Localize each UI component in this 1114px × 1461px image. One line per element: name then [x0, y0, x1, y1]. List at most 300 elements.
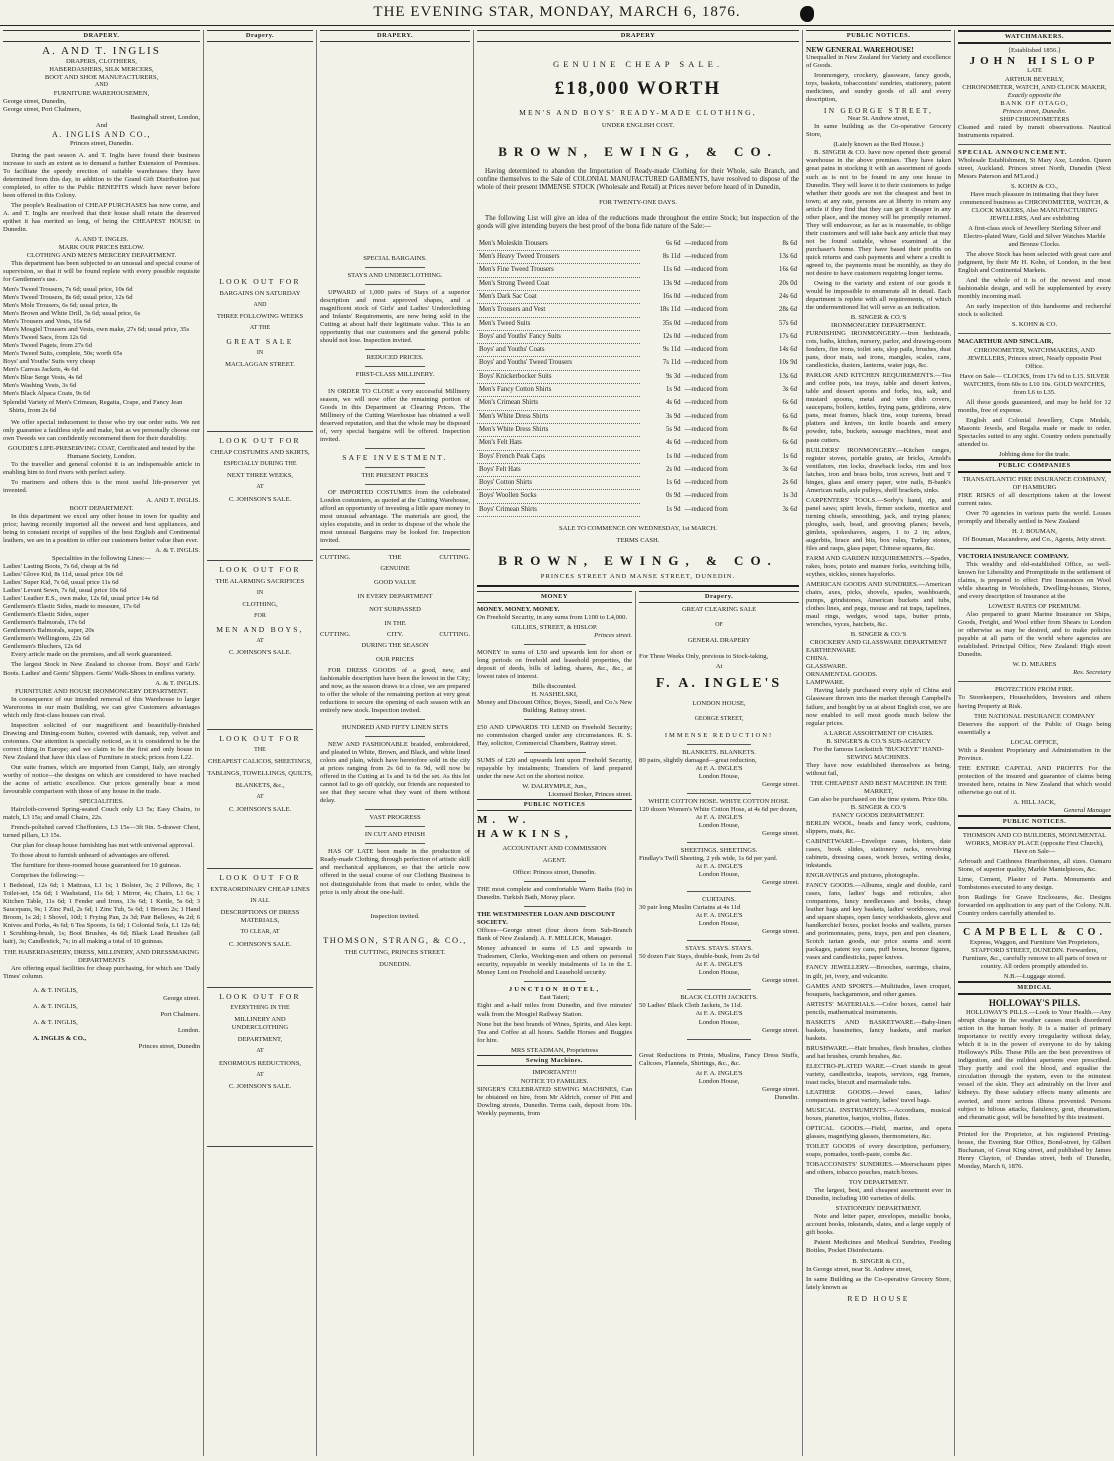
signature-line: London.	[177, 1026, 200, 1034]
paragraph: Also prepared to grant Marine Insurance on Ships, Goods, Freight, and Wool either from Shears to London or otherwise as may be desired, and to make policies payable at all parts of the world where agencies are established. Principal Office, New Zealand: High street Dunedin.	[958, 611, 1111, 659]
table-row	[477, 290, 799, 303]
reduced-label-cell: —reduced from	[684, 240, 728, 247]
now-price-cell: 35s 0d	[662, 319, 681, 327]
firm-address: PRINCES STREET AND MANSE STREET, DUNEDIN.	[540, 572, 736, 580]
notice-line: SHIP CHRONOMETERS	[999, 115, 1070, 123]
item-cell: Men's Tweed Suits	[477, 317, 640, 330]
reduced-label-cell: —reduced from	[684, 253, 728, 261]
section-title: VAST PROGRESS	[369, 814, 421, 822]
signature: A. AND T. INGLIS.	[146, 496, 200, 504]
paragraph: To the traveller and general colonist it is an indispensable article in enabling him to ford rivers with perfect safety.	[3, 460, 200, 476]
column-ingle	[636, 591, 799, 1120]
section-title: A LARGE ASSORTMENT OF CHAIRS.	[823, 729, 934, 737]
advert-heading: LOOK OUT FOR	[219, 733, 301, 743]
notice-title: THE NATIONAL INSURANCE COMPANY	[974, 712, 1095, 720]
column-header: MONEY	[477, 591, 632, 603]
notice-line: (Lately known as the Red House.)	[833, 141, 924, 149]
paragraph: 1 Bedstead, 12s 6d; 1 Mattrass, L1 1s; 1 Bolster, 3s; 2 Pillows, 8s; 1 Toilet-set, 15s 6d; 1 Washstand, 11s 6d; 1 Mirror, 4s; Chairs, L1 6s; 1 Kitchen Table, 11s 6d; 1 Fender and Irons, 13s 6d; 1 Kettle, 5s 6d; 3 Saucepans, 9s; 1 Zinc Pail, 2s 6d; 1 Zinc Tub, 5s 6d; 1 Broom 2s; 1 Hand Broom, 1s 2d; 1 Shovel, 10d; 1 Frying Pan, 2s 3d; Pair Bellows, 4s 2d; 6 Knives and Forks, 4s 6d; 6 Tea Spoons, 1s 6d; 1 Colonial Sofa, L1 12s 6d; 1 Scrubbing-brush, 1s; Boot Brushes, 4s 6d; Black Lead Brushes (all hair), 3s; Candlestick, 7s; in all making a total of 10 guineas.	[3, 882, 200, 946]
paragraph: ARTISTS' MATERIALS.—Color boxes, camel hair pencils, mathematical instruments.	[806, 1000, 951, 1016]
notice-line: LOWEST RATES OF PREMIUM.	[988, 603, 1081, 611]
genuine-line: GOOD VALUE	[373, 578, 417, 586]
genuine-block	[320, 562, 470, 631]
signature: S. KOHN & CO.	[1011, 321, 1058, 329]
notice-title: MACARTHUR AND SINCLAIR,	[958, 338, 1054, 346]
ingle-item-title: CURTAINS.	[702, 896, 736, 904]
ingle-at-line: London House,	[698, 772, 740, 780]
reduced-label-cell: —reduced from	[684, 452, 728, 460]
price-list	[3, 563, 200, 651]
notice-line: LONDON HOUSE,	[692, 700, 746, 708]
notice-line: AGENT.	[542, 857, 567, 865]
ingle-item-desc: 30 pair long Muslin Curtains at 4s 11d	[639, 904, 741, 912]
now-price-cell: 1s 6d	[666, 479, 681, 487]
paragraph: To Storekeepers, Householders, Investors and others having Property at Risk.	[958, 694, 1111, 710]
city-row	[320, 631, 470, 639]
advert-line: C. JOHNSON'S SALE.	[228, 805, 292, 813]
reduced-label-cell: —reduced from	[684, 505, 728, 513]
paragraph: Express, Waggon, and Furniture Van Proprietors, STAFFORD STREET, DUNEDIN. Forwarders, Furniture, &c., carefully remove to all parts of town or country. All orders promptly attended to.	[962, 939, 1107, 971]
section-title: CLOTHING AND MEN'S MERCERY DEPARTMENT.	[26, 251, 177, 259]
table-row	[477, 384, 799, 397]
notice-line: CHRONOMETER, WATCH, AND CLOCK MAKER,	[962, 83, 1107, 91]
advert-line: THE ALARMING SACRIFICES	[215, 578, 305, 586]
firm-trades	[3, 58, 200, 97]
ingle-item-title: WHITE COTTON HOSE. WHITE COTTON HOSE.	[648, 797, 790, 805]
reduced-label-cell: —reduced from	[684, 439, 728, 447]
paragraph: The furniture for three-roomed house guaranteed for 10 guineas.	[11, 862, 182, 870]
paragraph: SUMS of £20 and upwards lent upon Freehold Security, repayable by instalments; Transfers of land prepared under the new Act on the shortest notice.	[477, 757, 633, 781]
notice-line: Bills discounted.	[532, 683, 577, 690]
ingle-at-line: At F. A. INGLE'S	[695, 863, 743, 871]
advert-line: EVERYTHING IN THE	[230, 1005, 290, 1012]
signature-line: A. & T. INGLIS,	[33, 986, 78, 994]
advert-heading: LOOK OUT FOR	[219, 564, 301, 574]
reduced-label-cell: —reduced from	[684, 266, 728, 274]
notice-line: BANK OF OTAGO,	[1000, 99, 1069, 107]
list-item: Men's Tweed Trousers, 8s 6d; usual price, 12s 6d	[3, 294, 133, 302]
signature: B. SINGER & CO.'S	[850, 631, 907, 639]
notice-line: East Taieri;	[539, 994, 570, 1002]
ingle-at-line: London House,	[698, 871, 740, 879]
notice-line: Jobbing done for the trade.	[999, 450, 1070, 458]
now-price-cell: 9s 11d	[662, 346, 681, 354]
paragraph: Iron Railings for Grave Enclosures, &c. Designs forwarded on application to any part of the Colony. N.B. Country orders carefully attended to.	[958, 893, 1111, 917]
was-price-cell: 8s 6d	[782, 240, 797, 247]
signature: S. KOHN & CO.,	[1011, 182, 1058, 190]
item-cell: Men's Crimean Shirts	[477, 397, 640, 410]
advert-line: BARGAINS ON SATURDAY	[219, 290, 301, 298]
list-item: Ladies' Levant Sewn, 7s 6d, usual price 10s 6d	[3, 587, 127, 595]
paragraph: OPTICAL GOODS.—Field, marine, and opera glasses, magnifying glasses, thermometers, &c.	[806, 1125, 951, 1141]
column-header: DRAPERY.	[3, 30, 200, 42]
advert-line: MILLINERY AND UNDERCLOTHING	[231, 1016, 289, 1032]
reduced-label-cell: —reduced from	[684, 346, 728, 354]
notice-line: H. NASHELSKI,	[531, 691, 578, 699]
paragraph: Arbroath and Caithness Hearthstones, all sizes. Oamaru Stone, of superior quality, Marble Mantelpieces, &c.	[958, 857, 1111, 873]
footer-signatures	[3, 987, 200, 1051]
now-price-cell: 4s 6d	[666, 439, 681, 447]
ingle-item-block	[639, 896, 799, 941]
paragraph: PARLOR AND KITCHEN REQUIREMENTS.—Tea and coffee pots, tea trays, table and desert knives, table and dessert spoons and forks, tea, salt, and mustard spoons, metal and wire dish covers, saucepans, boilers, kettles, frying pans, gridirons, stew pans, meat frames, black tins, soup tureens, bread platters and knives, tin knife boards and emery powder, tubs, buckets, sausage machines, meat and paste cutters.	[806, 372, 951, 444]
list-item: Ladies' Super Kid, 7s 6d, usual price 11s 6d	[3, 579, 119, 587]
paragraph: None but the best brands of Wines, Spirits, and Ales kept. Tea and Coffee at all hours. Saddle Horses and Buggies for hire.	[477, 1020, 633, 1044]
reduced-label-cell: —reduced from	[684, 412, 728, 420]
signature-line: A. & T. INGLIS,	[33, 1018, 78, 1026]
notice-line: ACCOUNTANT AND COMMISSION	[502, 845, 607, 852]
paragraph: NEW AND FASHIONABLE braided, embroidered, and pleated in White, Brown, and Black, and white lined colors and plain, which have heretofore sold in the city at prices ranging from 2s 6d to 6s 9d, will now be offered in the Cutting at 1s and 1s 6d the set. As this lot cannot fail to go off quickly, our friends are requested to see that they secure what they want of them without delay.	[320, 741, 470, 805]
notice-line: IN GEORGE STREET,	[823, 106, 934, 116]
now-price-cell: 12s 0d	[662, 332, 681, 340]
advert-line: GREAT SALE	[226, 336, 294, 346]
column-thomson-strang	[317, 30, 473, 1456]
table-row	[477, 410, 799, 423]
section-title: Specialities in the following Lines:—	[52, 555, 151, 563]
advert-block	[207, 565, 313, 730]
now-price-cell: 1s 0d	[666, 452, 681, 460]
list-item: Men's Washing Vests, 3s 6d	[3, 382, 77, 390]
reduced-label-cell: —reduced from	[684, 399, 728, 407]
now-price-cell: 2s 0d	[666, 465, 681, 473]
notice-line: Princes street, Dunedin.	[1002, 107, 1067, 115]
now-price-cell: 6s 6d	[666, 240, 681, 247]
paragraph: THE most complete and comfortable Warm Baths (6s) in Dunedin. Turkish Bath, Moray place.	[477, 886, 633, 902]
signature-line: A. INGLIS & CO.,	[33, 1034, 87, 1042]
notice-line: [Established 1856.]	[1008, 46, 1061, 54]
paragraph: BRUSHWARE.—Hair brushes, flesh brushes, clothes and hat brushes, crumb brushes, &c.	[806, 1044, 951, 1060]
was-price-cell: 16s 6d	[779, 266, 797, 274]
was-price-cell: 17s 6d	[779, 332, 797, 340]
signature-line: A. & T. INGLIS,	[33, 1002, 78, 1010]
was-price-cell: 57s 6d	[779, 319, 797, 327]
price-table	[477, 238, 799, 517]
now-price-cell: 1s 9d	[666, 505, 681, 513]
paragraph: And the whole of it is of the newest and most fashionable design, and will be supplemented by every monthly incoming mail.	[958, 277, 1111, 301]
notice-line: N.B.—Luggage stored.	[1003, 973, 1066, 981]
list-item: Men's Mole Trousers, 6s 6d; usual price, 8s	[3, 302, 118, 310]
notice-line: Dunedin.	[774, 1093, 799, 1101]
paragraph: CHRONOMETER, WATCHMAKERS, AND JEWELLERS, Princes street, Nearly opposite Post Office.	[967, 346, 1102, 370]
paragraph: HOLLOWAY'S PILLS.—Look to Your Health.—Any abrupt change in the weather causes much disordered action in the human body. It is a matter of primary importance to rectify every irregularity without delay, which it is in the power of everyone to do by taking Holloway's Pills. These Pills are the best preventives of indigestion, and the mildest aperients ever prescribed. They purify and cool the blood, and equalise the circulation through the system, even to the minutest vessel of the skin. They act admirably on the liver and kidneys. By these salutary effects many ailments are averted, and more serious illness prevented. Persons subject to bilious attacks, flatulency, gout, rheumatism, and rheumatic gout, will be benefited by this treatment.	[958, 1009, 1111, 1121]
list-item: Gentlemen's Balmorals, 17s 6d	[3, 619, 86, 627]
notice-title: IMMENSE REDUCTION!	[664, 731, 774, 739]
item-cell: Boys' and Youths' Tweed Trousers	[477, 357, 640, 370]
paragraph: THE ENTIRE CAPITAL AND PROFITS For the protection of the insured and guarantee of claims being invested here, retains in New Zealand that which would otherwise go out of it.	[958, 764, 1111, 796]
list-item: Men's Brown and White Drill, 3s 6d; usual price, 6s	[3, 310, 141, 318]
sale-line: MEN'S AND BOYS' READY-MADE CLOTHING,	[519, 108, 757, 118]
advert-line: AT	[256, 484, 264, 491]
signature-line: Princes street, Dunedin	[138, 1042, 200, 1050]
paragraph: In same Building as the Co-operative Grocery Store, lately known as	[806, 1275, 951, 1291]
imprint: Printed for the Proprietor, at his registered Printing-house, the Evening Star Office, Bond-street, by Gilbert Buchanan, of Great King street, and published by James Henry Clayton, of Dundas street, both of Dunedin, Monday, March 6, 1876.	[958, 1130, 1111, 1170]
paragraph: Lime, Cement, Plaster of Paris. Monuments and Tombstones executed to any design.	[958, 875, 1111, 891]
column-header: PUBLIC COMPANIES	[958, 459, 1111, 473]
advert-line: AT	[256, 1048, 264, 1055]
advert-line: MACLAGGAN STREET.	[225, 361, 295, 369]
paragraph: Comprises the following:—	[11, 872, 85, 880]
reduced-label-cell: —reduced from	[684, 479, 728, 487]
signature: H. J. BOUMAN,	[1012, 527, 1057, 535]
now-price-cell: 7s 11d	[662, 359, 681, 367]
reduced-label-cell: —reduced from	[684, 386, 728, 394]
ingle-at-line: At F. A. INGLE'S	[695, 764, 743, 772]
paragraph: GAMES AND SPORTS.—Multitudes, lawn croquet, bouquets, backgammon, and other games.	[806, 982, 951, 998]
notice-title: TRANSATLANTIC FIRE INSURANCE COMPANY, OF HAMBURG	[962, 475, 1107, 491]
cutting-label: CITY.	[386, 631, 404, 639]
ingle-item-title: BLANKETS. BLANKETS.	[682, 748, 756, 756]
paragraph: Eight and a-half miles from Dunedin, and five minutes' walk from the Mosgiel Railway Station.	[477, 1002, 633, 1018]
ingle-at-line: London House,	[698, 969, 740, 977]
paragraph: IN ORDER TO CLOSE a very successful Millinery season, we will now offer the remaining portion of Goods in this Department at Clearing Prices. The Millinery of the Cutting Warehouse has obtained a well deserved reputation, and that the whole may be disposed of, very special bargains will be offered. Inspection invited.	[320, 388, 470, 444]
column-watchmakers	[955, 30, 1114, 1456]
paragraph: This wealthy and old-established Office, so well-known for Liberality and Promptitude in the settlement of claims, is prepared to effect Fire Insurances on Wool while shearing in Woolsheds, Dwelling-houses, Stores, and every description of Insurance at the	[958, 561, 1111, 601]
ingle-item-block	[639, 749, 799, 794]
item-cell: Boys' Cotton Shirts	[477, 477, 640, 490]
table-row	[477, 437, 799, 450]
item-cell: Men's Dark Sac Coat	[477, 290, 640, 303]
paragraph: MUSICAL INSTRUMENTS.—Accordians, musical boxes, pianettos, banjos, violins, flutes.	[806, 1106, 951, 1122]
ingle-blocks	[639, 749, 799, 1040]
now-price-cell: 0s 9d	[666, 492, 681, 500]
ingle-at-line: George street.	[762, 928, 799, 936]
signature: GILLIES, STREET, & HISLOP.	[511, 623, 598, 631]
signature: A. AND T. INGLIS.	[74, 235, 129, 243]
signature: Res. Secretary	[1073, 669, 1111, 677]
was-price-cell: 10s 9d	[779, 359, 797, 367]
paragraph: Money advanced in sums of L5 and upwards to Tradesmen, Clerks, Working-men and others on personal security, repayable in weekly instalments of 1s in the £. Money Lent on Freehold and Leasehold security.	[477, 945, 633, 977]
table-row	[477, 503, 799, 516]
advert-line: IN ALL	[250, 898, 270, 905]
advert-line: BLANKETS, &c.,	[235, 782, 285, 790]
paragraph: Owing to the variety and extent of our goods it would be impossible to enumerate all in detail. Each department is replete with all requirements, of which the undermentioned list will serve as an indication.	[806, 279, 951, 311]
ingle-at-line: At F. A. INGLE'S	[695, 813, 743, 821]
paragraph: English and Colonial Jewellery, Cups Medals, Masonic Jewels, and Regalia made or made to order. Spectacles suited to any sight. Country orders punctually attended to.	[958, 416, 1111, 448]
notice-title: SPECIAL ANNOUNCEMENT.	[958, 148, 1068, 156]
paragraph: Having lately purchased every style of China and Glassware thrown into the market through Campbell's failure, and bought by us at about English cost, we are now enabled to sell most goods much below the regular prices.	[806, 687, 951, 727]
advert-line: TABLINGS, TOWELLINGS, QUILTS,	[207, 770, 313, 778]
paragraph: Wholesale Establishment, St Mary Axe, London. Queen street, Auckland. Princes street North, Dunedin (Next Messrs Paterson and M'Leod.)	[958, 156, 1111, 180]
cutting-label: CUTTING.	[320, 553, 351, 561]
ingle-at-line: London House,	[698, 1018, 740, 1026]
paragraph: LEATHER GOODS.—Jewel cases, ladies' companions in great variety, ladies' travel bags.	[806, 1088, 951, 1104]
lower-split	[477, 591, 799, 1120]
advert-heading: LOOK OUT FOR	[219, 276, 301, 286]
table-row	[477, 304, 799, 317]
section-title: STATIONERY DEPARTMENT.	[835, 1205, 922, 1213]
season-line: OUR PRICES	[376, 656, 414, 663]
was-price-cell: 3s 6d	[782, 465, 797, 473]
was-price-cell: 28s 6d	[779, 306, 797, 314]
item-cell: Boys' Woollen Socks	[477, 490, 640, 503]
paragraph: Great Reductions in Prints, Muslins, Fancy Dress Stuffs, Calicoes, Flannels, Shirtings, &c., &c.	[639, 1051, 799, 1067]
firm-name: F. A. INGLE'S	[655, 676, 783, 692]
notice-line: LOCAL OFFICE,	[1010, 738, 1059, 746]
notice-title: PROTECTION FROM FIRE.	[995, 686, 1074, 694]
paragraph: A first-class stock of Jewellery Sterling Silver and Electro-plated Ware, Gold and Silver Watches Marble and Bronze Clocks.	[963, 225, 1106, 249]
paragraph: BUILDERS' IRONMONGERY.—Kitchen ranges, register stoves, portable grates, air bricks, Arnold's ventilators, rim locks, drawback locks, rim and box latches, iron and brass bolts, iron screws, butt and T hinges, glass and emery paper, wire nails, B-bank's American nails, axle pulleys, shelf brackets, sinks.	[806, 446, 951, 494]
column-header: PUBLIC NOTICES	[477, 799, 632, 811]
paragraph: BASKETS AND BASKETWARE.—Baby-linen baskets, bassinettes, fancy baskets, and market baskets.	[806, 1018, 951, 1042]
ingle-item-title: SHEETINGS. SHEETINGS.	[680, 846, 758, 854]
column-header: MEDICAL	[958, 981, 1111, 995]
advert-block	[207, 734, 313, 869]
notice-line: George street.	[762, 1085, 799, 1093]
signature: B. SINGER & CO.'S	[850, 803, 907, 811]
paragraph: FANCY JEWELLERY.—Brooches, earrings, chains, in gilt, jet, ivory, and vulcanite.	[806, 964, 951, 980]
notice-title: NEW GENERAL WAREHOUSE!	[806, 44, 914, 54]
ingle-at-line: At F. A. INGLE'S	[695, 1010, 743, 1018]
advert-block	[207, 277, 313, 432]
advert-heading: LOOK OUT FOR	[219, 435, 301, 445]
notice-line: IMPORTANT!!!	[532, 1069, 577, 1077]
list-item: Ladies' Lasting Boots, 7s 6d, cheap at 9s 6d	[3, 563, 119, 571]
now-price-cell: 9s 3d	[666, 372, 681, 380]
paragraph: The above Stock has been selected with great care and judgment, by their Mr H. Kohn, of London, in the best English and Continental Markets.	[958, 251, 1111, 275]
paragraph: £50 AND UPWARDS TO LEND on Freehold Security; no commission charged under any circumstances. R. S. Hay, solicitor, Commercial Chambers, Rattray street.	[477, 724, 633, 748]
was-price-cell: 3s 6d	[782, 505, 797, 513]
reduced-label-cell: —reduced from	[684, 319, 728, 327]
notice-line: THE CHEAPEST AND BEST MACHINE IN THE MARKET,	[810, 779, 947, 795]
signature: W. DALRYMPLE, Jun.,	[522, 783, 587, 791]
signature: A. & T. INGLIS.	[155, 679, 200, 687]
was-price-cell: 3s 6d	[782, 386, 797, 394]
paragraph: Our suite frames, which are imported from Campi, Italy, are strongly worthy of notice—the designs on which are considered to have reached the acme of artistic excellence. Our prices generally bear a most favourable comparison with those of any house in the trade.	[3, 763, 200, 795]
now-price-cell: 3s 9d	[666, 412, 681, 420]
column-header: DRAPERY.	[320, 30, 470, 42]
paragraph: Every article made on the premises, and all work guaranteed.	[11, 651, 173, 659]
section-title: MARK OUR PRICES BELOW.	[58, 243, 145, 251]
list-item: Men's Black Alpaca Coats, 9s 6d	[3, 390, 90, 398]
advert-line: CLOTHING,	[242, 601, 278, 609]
paragraph: THOMSON AND CO BUILDERS, MONUMENTAL WORKS, MORAY PLACE (opposite First Church), Have on Sale—	[962, 831, 1107, 855]
notice-line: NOTICE TO FAMILIES.	[520, 1077, 589, 1085]
paragraph: We offer special inducement to those who try our order suits. We not only guarantee a faultless style and make, but as we personally choose our own Tweeds we can confidently recommend them for their durability.	[3, 418, 200, 442]
signature: W. D. MEARES	[1012, 661, 1057, 669]
paragraph: TOILET GOODS of every description, perfumery, soaps, pomades, tooth-paste, combs &c.	[806, 1143, 951, 1159]
ingle-item-title: STAYS. STAYS. STAYS.	[685, 945, 753, 953]
list: EARTHENWARE. CHINA. GLASSWARE. ORNAMENTAL GOODS. LAMPWARE.	[806, 647, 878, 687]
advert-line: CHEAP COSTUMES AND SKIRTS,	[210, 449, 310, 457]
list-item: Gentlemen's Elastic Sides, made to measure, 17s 6d	[3, 603, 140, 611]
firm-name: THOMSON, STRANG, & CO.,	[323, 934, 467, 945]
advert-line: AT	[256, 794, 264, 801]
paragraph: B. SINGER & CO. have now opened their general warehouse in the above premises. They have taken great pains in stocking it with an assortment of goods such as is not to be found in any one house in Dunedin. They will leave it to their customers to judge whether their goods are not the cheapest and best in town; at any rate, persons are at liberty to return any article if they find that they can get it cheaper in any other place, and the money will be promptly returned. They will endeavour, as far as is reasonable, to oblige their customers and will take back any article that may not be found suitable, whose examined at the purchaser's home. They have based their profits on quick returns and cash payments and where a credit is agreed to, the payments must be monthly, as they do not desire to have customers requiring longer terms.	[806, 149, 951, 277]
item-cell: Boys' Felt Hats	[477, 463, 640, 476]
signature-line: George street.	[163, 994, 200, 1002]
advert-line: C. JOHNSON'S SALE.	[228, 1083, 292, 1091]
table-row	[477, 251, 799, 264]
address-line: George street, Port Chalmers,	[3, 105, 82, 113]
advert-block	[207, 436, 313, 561]
table-row	[477, 463, 799, 476]
signature: B. SINGER'S & CO.'S SUB-AGENCY	[826, 737, 931, 745]
genuine-line: NOT SURPASSED	[369, 606, 421, 614]
paragraph: The people's Realisation of CHEAP PURCHASES has now come, and A. and T. Inglis are resolved that their house shall retain the deserved epithet it has merited so long, of being the CHEAPEST HOUSE in Dunedin.	[3, 201, 200, 233]
advert-block	[207, 873, 313, 988]
advert-line: IN	[256, 350, 264, 356]
list-item: Men's Trousers and Vests, 16s 6d	[3, 318, 91, 326]
advert-line: EXTRAORDINARY CHEAP LINES	[210, 886, 310, 894]
column-header: Sewing Machines.	[477, 1055, 632, 1067]
paragraph: BERLIN WOOL, beads and fancy work, cushions, slippers, mats, &c.	[806, 819, 951, 835]
paragraph: The following List will give an idea of the reductions made throughout the entire Stock; but inspection of the goods will give intending buyers the best proof of the bona fide nature of the Sale:—	[477, 214, 799, 231]
was-price-cell: 13s 6d	[779, 253, 797, 261]
item-cell: Men's White Dress Shirts	[477, 423, 640, 436]
paragraph: The largest, best, and cheapest assortment ever in Dunedin, including 100 varieties of dolls.	[806, 1187, 951, 1203]
advert-line: C. JOHNSON'S SALE.	[228, 495, 292, 503]
advert-heading: LOOK OUT FOR	[219, 872, 301, 882]
item-cell: Men's Fine Tweed Trousers	[477, 264, 640, 277]
advert-line: THREE FOLLOWING WEEKS	[216, 313, 304, 321]
section-title: TOY DEPARTMENT.	[848, 1179, 909, 1187]
ingle-item-block	[639, 847, 799, 892]
advert-line: FOR	[254, 613, 266, 620]
section-title: GOUDIE'S LIFE-PRESERVING COAT, Certificated and tested by the Humane Society, London.	[8, 444, 195, 460]
advert-line: ESPECIALLY DURING THE	[223, 461, 297, 468]
paragraph: ENGRAVINGS and pictures, photographs.	[806, 872, 920, 880]
paragraph: Note and letter paper, envelopes, metallic books, account books, inkstands, slates, and a large supply of gift books.	[806, 1213, 951, 1237]
paragraph: FURNISHING IRONMONGERY.—Iron bedsteads, cots, baths, kitchen, nursery, parlor, and drawing-room fenders, fire irons, toilet sets, slop pails, brushes, dust pans, door mats, sad irons, mangles, scales, cans, candlesticks, dusters, lanterns, water jugs, &c.	[806, 330, 951, 370]
advert-line: NEXT THREE WEEKS,	[226, 472, 294, 480]
list-item: Splendid Variety of Men's Crimean, Regatta, Crape, and Fancy Jean Shirts, from 2s 6d	[3, 398, 183, 414]
reduced-label-cell: —reduced from	[684, 292, 728, 300]
paragraph: Haircloth-covered Spring-seated Couch only L3 5s; Easy Chairs, to match, L3 15s; and small Chairs, 22s.	[3, 806, 200, 822]
ingle-at-line: At F. A. INGLE'S	[695, 912, 743, 920]
table-row	[477, 238, 799, 251]
ingle-item-block	[639, 945, 799, 990]
paragraph: FOR DRESS GOODS of a good, new, and fashionable description have been the lowest in the City; and now, as the season draws to a close, we are prepared to offer the whole of the remaining portion at very great reductions to secure the opening of each season with an entirely new stock. Inspection invited.	[320, 666, 470, 714]
season-line: DURING THE SEASON	[361, 642, 429, 650]
section-title: Inspection invited.	[370, 912, 420, 920]
ingle-item-title: BLACK CLOTH JACKETS.	[680, 994, 758, 1002]
paragraph: Having determined to abandon the Importation of Ready-made Clothing for their Whole, sale Branch, and confine themselves to the Sale of COLONIAL MANUFACTURED GARMENTS, have resolved to dispose of the whole of their present IMMENSE STOCK (Wholesale and Retail) at Prices never before heard of in Dunedin,	[477, 167, 799, 192]
signature: A. & T. INGLIS.	[155, 547, 200, 555]
notice-line: London House,	[698, 1077, 740, 1085]
signature: B. SINGER & CO.'S	[850, 314, 907, 322]
advert-line: ENORMOUS REDUCTIONS,	[218, 1059, 302, 1067]
firm-name: M. W. HAWKINS,	[477, 814, 573, 840]
table-row	[477, 370, 799, 383]
signature: MRS STEADMAN, Proprietress	[511, 1046, 599, 1054]
signature-line: Port Chalmers.	[160, 1010, 200, 1018]
table-row	[477, 477, 799, 490]
was-price-cell: 20s 0d	[779, 279, 797, 287]
section-title: FANCY GOODS DEPARTMENT.	[832, 811, 925, 819]
list-item: Men's Canvas Jackets, 4s 6d	[3, 366, 78, 374]
reduced-label-cell: —reduced from	[684, 372, 728, 380]
firm-name: JOHN HISLOP	[969, 54, 1100, 67]
notice-title: MONEY. MONEY. MONEY.	[477, 605, 560, 613]
notice-line: OF	[715, 621, 723, 628]
paragraph: In same building as the Co-operative Grocery Store,	[806, 123, 951, 139]
was-price-cell: 8s 6d	[782, 425, 797, 433]
notice-title: VICTORIA INSURANCE COMPANY.	[958, 552, 1069, 560]
notice-line: RED HOUSE	[847, 1293, 910, 1303]
address-line: Basinghall street, London,	[130, 113, 200, 121]
advert-line: TO CLEAR, AT	[240, 929, 280, 936]
sale-line: TERMS CASH.	[616, 537, 660, 545]
paragraph: Have on Sale— CLOCKS, from 17s 6d to L15. SILVER WATCHES, from 60s to L10 10s. GOLD WATCHES, from L6 to L35.	[959, 372, 1110, 396]
was-price-cell: 6s 6d	[782, 399, 797, 407]
section-title: SPECIAL BARGAINS.	[363, 254, 427, 262]
column-header: Drapery.	[639, 591, 799, 603]
paragraph: Deserves the support of the Public of Otago being essentially a	[958, 720, 1111, 736]
section-title: STAYS AND UNDERCLOTHING.	[347, 271, 443, 279]
column-johnson	[204, 30, 316, 1456]
cutting-label: CUTTING.	[439, 631, 470, 639]
section-title: THE HABERDASHERY, DRESS, MILLINERY, AND DRESSMAKING DEPARTMENTS	[3, 948, 200, 964]
table-row	[477, 357, 799, 370]
genuine-line: IN THE	[384, 620, 406, 628]
